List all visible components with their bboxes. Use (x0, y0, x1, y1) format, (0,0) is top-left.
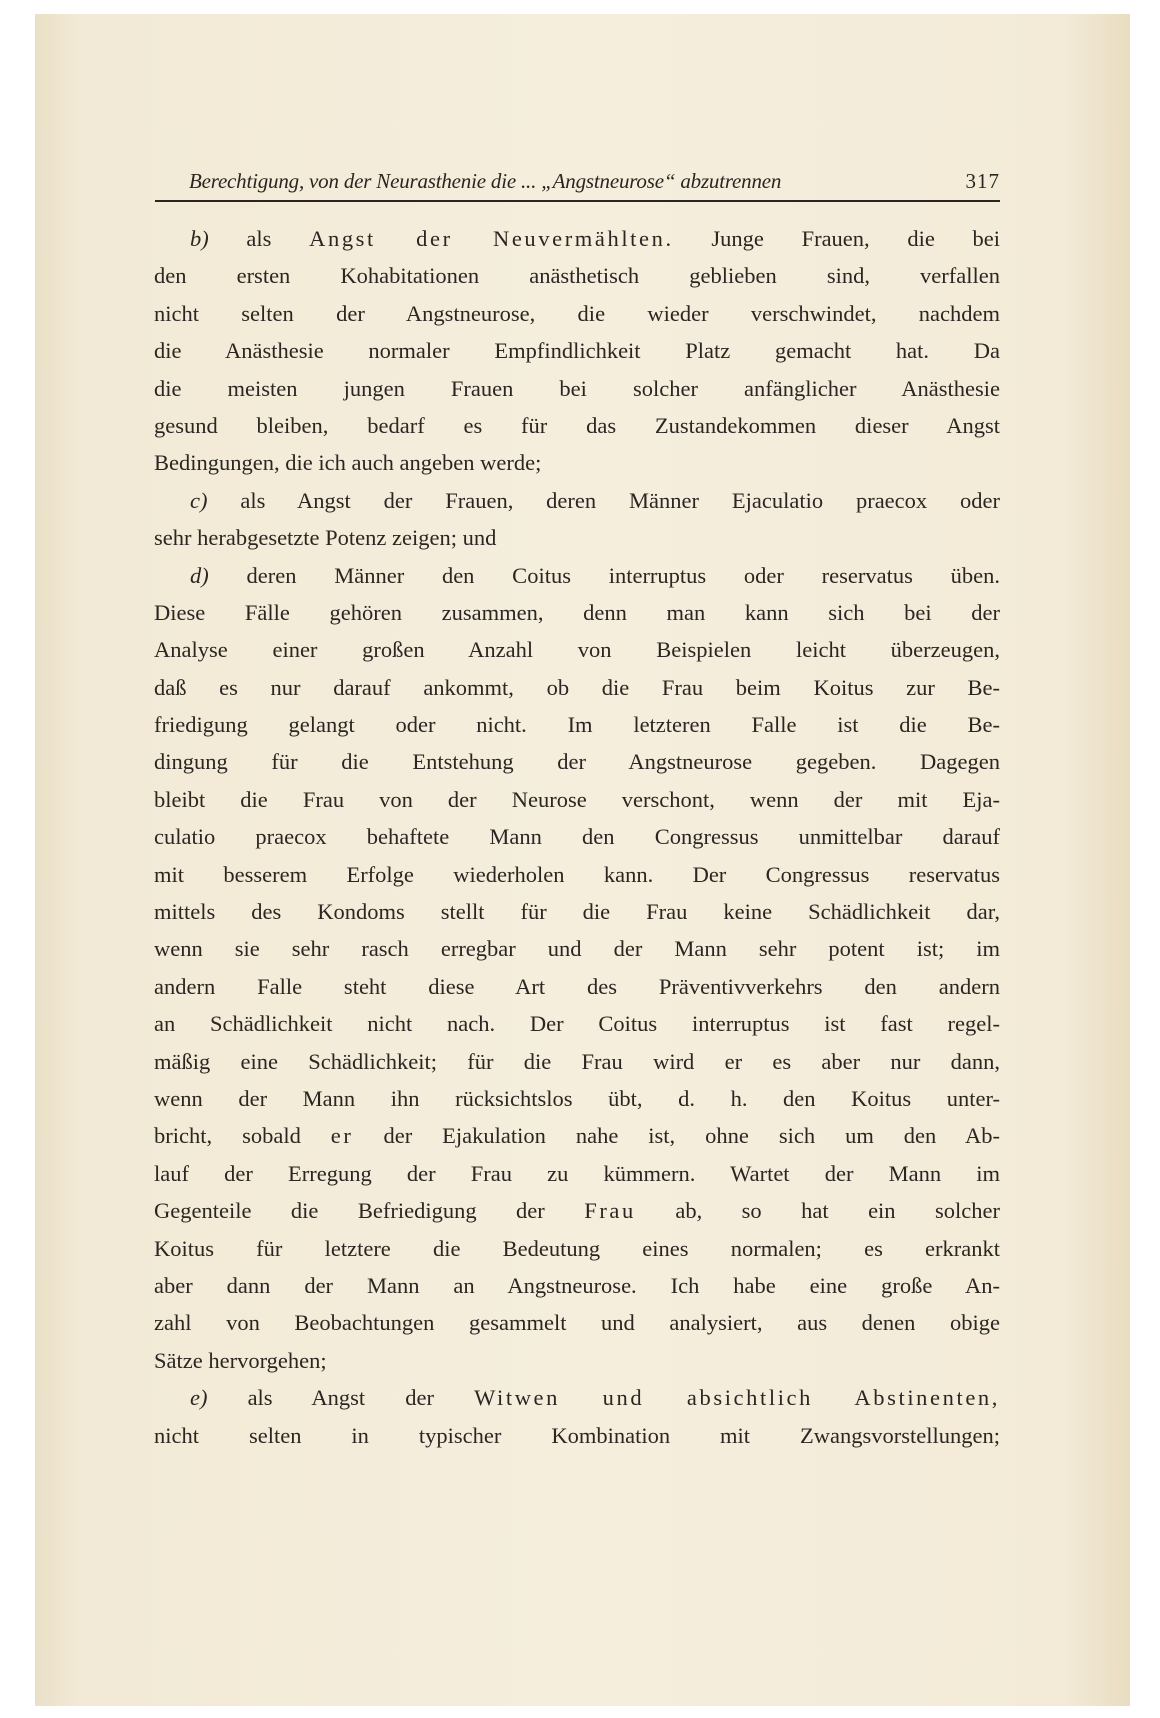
text-line (154, 1304, 1000, 1341)
text-run: der Ejakulation nahe ist, ohne sich um den Ab- (353, 1123, 1000, 1149)
text-line (154, 1005, 1000, 1042)
text-run: Bedingungen, die ich auch angeben werde; (154, 450, 542, 476)
text-line (154, 856, 1000, 893)
text-line (154, 332, 1000, 369)
text-line (154, 1417, 1000, 1454)
text-line (154, 1342, 1000, 1379)
page-number: 317 (965, 169, 1000, 193)
text-line (154, 893, 1000, 930)
text-line (154, 295, 1000, 332)
text-run: Junge Frauen, die bei (673, 226, 1001, 251)
text-run: nicht selten in typischer Kombination mit Zwangsvorstellungen; (154, 1422, 1000, 1448)
running-head (155, 164, 1000, 194)
text-run: deren Männer den Coitus interruptus oder reservatus üben. (208, 562, 1000, 588)
text-run: wenn der Mann ihn rücksichtslos übt, d. h. den Koitus unter- (154, 1085, 1000, 1111)
text-run: wenn sie sehr rasch erregbar und der Mann sehr potent ist; im (154, 936, 1000, 962)
text-run: sehr herabgesetzte Potenz zeigen; und (154, 525, 497, 551)
text-run: Diese Fälle gehören zusammen, denn man kann sich bei der (154, 599, 1000, 625)
text-line (154, 519, 1000, 556)
text-line (154, 257, 1000, 294)
emphasized-text: er (330, 1123, 354, 1149)
text-run: mit besserem Erfolge wiederholen kann. Der Congressus reservatus (154, 861, 1000, 887)
text-line (154, 594, 1000, 631)
text-line (154, 669, 1000, 706)
text-run: lauf der Erregung der Frau zu kümmern. Wartet der Mann im (154, 1160, 1000, 1186)
body-text (154, 220, 1000, 1454)
emphasized-text: Frau (584, 1198, 636, 1224)
text-run: daß es nur darauf ankommt, ob die Frau beim Koitus zur Be- (154, 674, 1000, 700)
text-run: andern Falle steht diese Art des Präventivverkehrs den andern (154, 973, 1000, 999)
text-run: zahl von Beobachtungen gesammelt und analysiert, aus denen obige (154, 1310, 1000, 1336)
text-run: nicht selten der Angstneurose, die wieder verschwindet, nachdem (154, 300, 1000, 326)
emphasized-text: Witwen und absichtlich Abstinenten, (474, 1385, 1000, 1411)
emphasized-text: Angst der Neuvermählten. (309, 226, 674, 251)
text-run: ab, so hat ein solcher (635, 1198, 1000, 1224)
text-run: Sätze hervorgehen; (154, 1347, 327, 1373)
book-page (35, 14, 1130, 1706)
text-run: als Angst der (207, 1385, 475, 1411)
text-line (154, 1230, 1000, 1267)
text-run: bricht, sobald (154, 1123, 331, 1149)
text-line (154, 968, 1000, 1005)
text-run: mittels des Kondoms stellt für die Frau keine Schädlichkeit dar, (154, 899, 1000, 925)
text-run: culatio praecox behaftete Mann den Congressus unmittelbar darauf (154, 824, 1000, 850)
text-run: die meisten jungen Frauen bei solcher anfänglicher Anästhesie (154, 375, 1000, 401)
text-run: dingung für die Entstehung der Angstneurose gegeben. Dagegen (154, 749, 1000, 775)
text-line (154, 407, 1000, 444)
text-line (154, 1043, 1000, 1080)
text-line (154, 930, 1000, 967)
text-line (154, 781, 1000, 818)
text-run: bleibt die Frau von der Neurose verschont, wenn der mit Eja- (154, 786, 1000, 812)
text-run: gesund bleiben, bedarf es für das Zustandekommen dieser Angst (154, 412, 1000, 438)
text-line (154, 1267, 1000, 1304)
text-run: Gegenteile die Befriedigung der (154, 1198, 585, 1224)
list-marker: e) (190, 1385, 208, 1411)
header-rule (155, 200, 1000, 202)
text-run: als (208, 226, 310, 251)
running-head-title: Berechtigung, von der Neurasthenie die ... „Angstneurose“ abzutrennen (189, 169, 782, 193)
text-line (154, 706, 1000, 743)
text-line (154, 818, 1000, 855)
text-run: Analyse einer großen Anzahl von Beispielen leicht überzeugen, (154, 637, 1000, 663)
text-run: als Angst der Frauen, deren Männer Ejaculatio praecox oder (207, 487, 1000, 513)
text-line (154, 1155, 1000, 1192)
list-marker: c) (190, 487, 208, 513)
text-line (154, 1080, 1000, 1117)
text-line (154, 631, 1000, 668)
text-line (154, 220, 1000, 257)
text-run: an Schädlichkeit nicht nach. Der Coitus interruptus ist fast regel- (154, 1011, 1000, 1037)
list-marker: b) (190, 226, 209, 251)
text-line (154, 557, 1000, 594)
text-run: den ersten Kohabitationen anästhetisch geblieben sind, verfallen (154, 263, 1000, 289)
text-line (154, 1379, 1000, 1416)
text-line (154, 1192, 1000, 1229)
list-marker: d) (190, 562, 209, 588)
text-line (154, 370, 1000, 407)
text-line (154, 444, 1000, 481)
text-run: friedigung gelangt oder nicht. Im letzteren Falle ist die Be- (154, 712, 1000, 738)
text-line (154, 482, 1000, 519)
text-line (154, 743, 1000, 780)
text-run: die Anästhesie normaler Empfindlichkeit Platz gemacht hat. Da (154, 338, 1000, 364)
text-run: mäßig eine Schädlichkeit; für die Frau wird er es aber nur dann, (154, 1048, 1000, 1074)
text-run: Koitus für letztere die Bedeutung eines normalen; es erkrankt (154, 1235, 1000, 1261)
text-line (154, 1117, 1000, 1154)
text-run: aber dann der Mann an Angstneurose. Ich habe eine große An- (154, 1272, 1000, 1298)
